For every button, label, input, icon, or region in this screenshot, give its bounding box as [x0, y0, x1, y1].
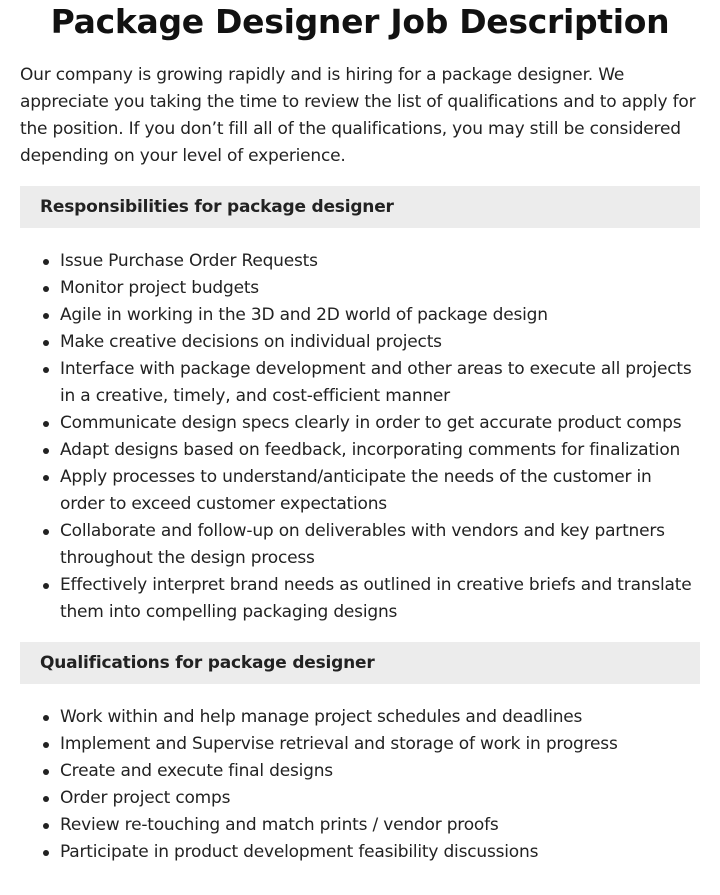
list-item: Create and execute final designs [60, 758, 700, 785]
responsibilities-list [20, 248, 700, 626]
list-item: Participate in product development feasibility discussions [60, 839, 700, 866]
list-item: Interface with package development and other areas to execute all projects in a creative, timely, and cost-efficient manner [60, 356, 700, 410]
list-item: Issue Purchase Order Requests [60, 248, 700, 275]
intro-paragraph: Our company is growing rapidly and is hiring for a package designer. We appreciate you taking the time to review the list of qualifications and to apply for the position. If you don’t fill all of the qualifications, you may still be considered depending on your level of experience. [20, 65, 696, 166]
list-item: Adapt designs based on feedback, incorporating comments for finalization [60, 437, 700, 464]
list-item: Make creative decisions on individual projects [60, 329, 700, 356]
list-item: Work within and help manage project schedules and deadlines [60, 704, 700, 731]
list-item: Apply processes to understand/anticipate the needs of the customer in order to exceed customer expectations [60, 464, 700, 518]
list-item: Effectively interpret brand needs as outlined in creative briefs and translate them into compelling packaging designs [60, 572, 700, 626]
qualifications-list [20, 704, 700, 866]
list-item: Collaborate and follow-up on deliverables with vendors and key partners throughout the design process [60, 518, 700, 572]
list-item: Review re-touching and match prints / vendor proofs [60, 812, 700, 839]
list-item: Monitor project budgets [60, 275, 700, 302]
page-title: Package Designer Job Description [50, 2, 670, 41]
qualifications-heading: Qualifications for package designer [20, 642, 700, 684]
responsibilities-heading: Responsibilities for package designer [20, 186, 700, 228]
list-item: Agile in working in the 3D and 2D world of package design [60, 302, 700, 329]
list-item: Communicate design specs clearly in order to get accurate product comps [60, 410, 700, 437]
list-item: Implement and Supervise retrieval and storage of work in progress [60, 731, 700, 758]
list-item: Order project comps [60, 785, 700, 812]
